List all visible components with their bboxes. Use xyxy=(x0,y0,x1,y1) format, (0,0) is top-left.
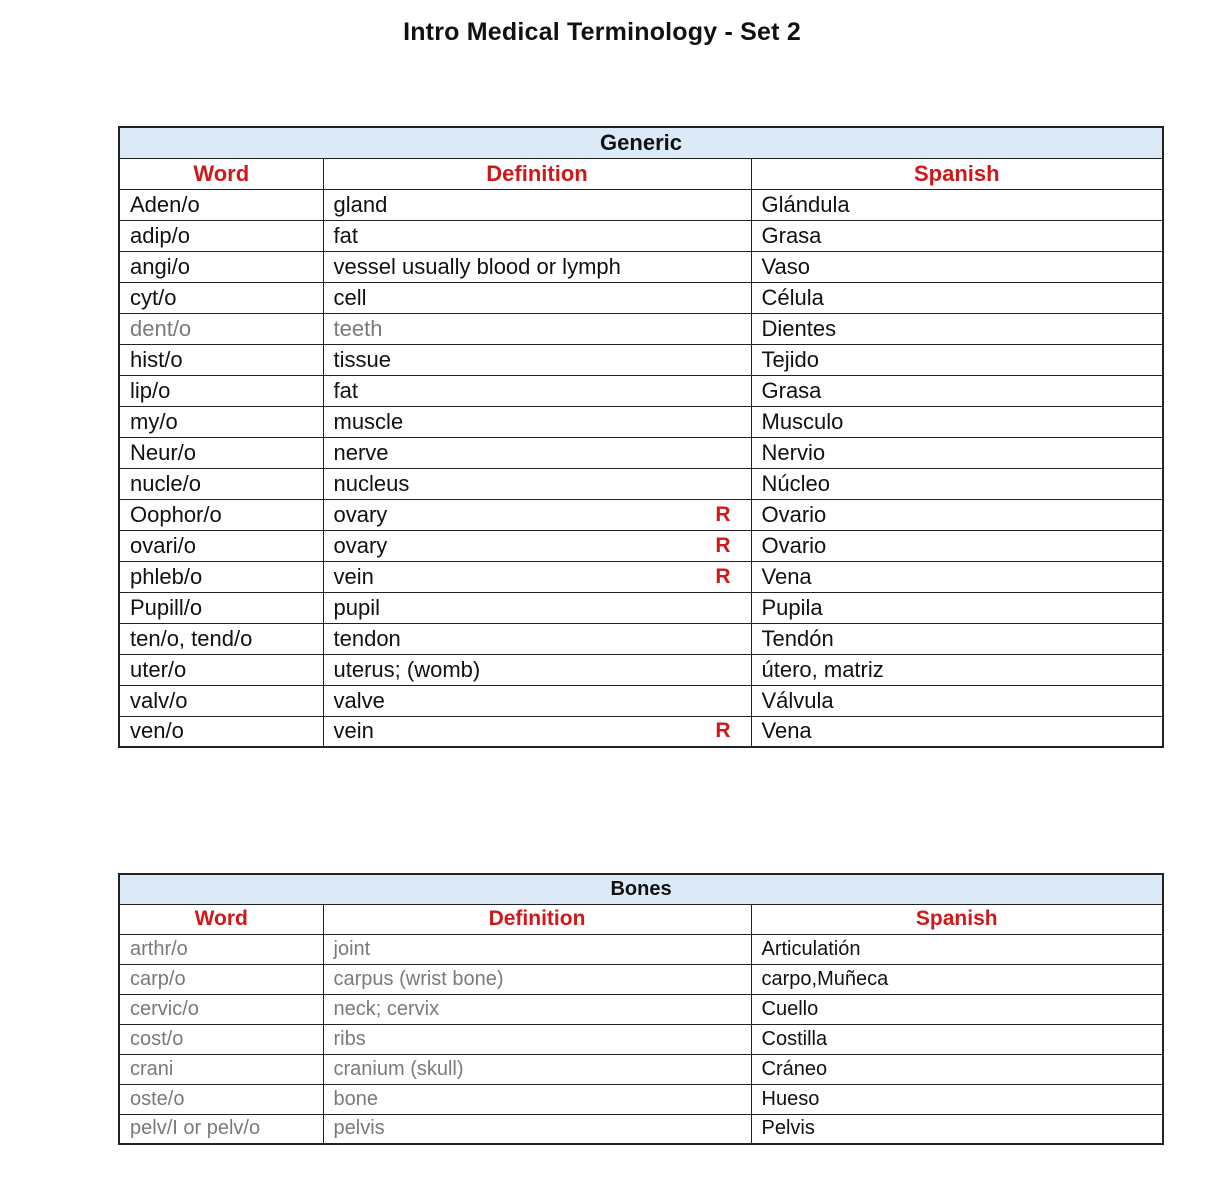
term-spanish: Hueso xyxy=(751,1084,1163,1114)
term-definition-cell xyxy=(323,220,751,251)
term-spanish: Núcleo xyxy=(751,468,1163,499)
term-spanish: Ovario xyxy=(751,499,1163,530)
definition-column-header: Definition xyxy=(323,904,751,934)
term-word: nucle/o xyxy=(119,468,323,499)
term-spanish: Vena xyxy=(751,561,1163,592)
term-definition-cell xyxy=(323,189,751,220)
term-definition: nucleus xyxy=(333,470,410,496)
table-row xyxy=(119,251,1163,282)
table-row xyxy=(119,375,1163,406)
table-row xyxy=(119,654,1163,685)
term-word: carp/o xyxy=(119,964,323,994)
term-definition: fat xyxy=(333,222,358,248)
term-word: phleb/o xyxy=(119,561,323,592)
term-definition-cell xyxy=(323,685,751,716)
term-definition: vessel usually blood or lymph xyxy=(333,253,621,279)
table-row xyxy=(119,344,1163,375)
table-row xyxy=(119,1024,1163,1054)
spanish-column-header: Spanish xyxy=(751,904,1163,934)
term-definition-cell xyxy=(323,934,751,964)
r-marker: R xyxy=(715,564,731,588)
r-marker: R xyxy=(715,719,731,743)
term-spanish: Tejido xyxy=(751,344,1163,375)
term-definition-cell xyxy=(323,654,751,685)
term-spanish: Vena xyxy=(751,716,1163,747)
term-word: Aden/o xyxy=(119,189,323,220)
term-definition: pelvis xyxy=(333,1117,385,1140)
word-column-header: Word xyxy=(119,158,323,189)
table-row xyxy=(119,934,1163,964)
table-row xyxy=(119,1054,1163,1084)
term-definition-cell xyxy=(323,468,751,499)
term-spanish: Dientes xyxy=(751,313,1163,344)
term-definition: ovary xyxy=(333,532,388,558)
term-definition-cell xyxy=(323,437,751,468)
term-spanish: Tendón xyxy=(751,623,1163,654)
table-row xyxy=(119,685,1163,716)
term-definition: pupil xyxy=(333,594,380,620)
term-definition: neck; cervix xyxy=(333,997,440,1020)
table-row xyxy=(119,716,1163,747)
term-word: uter/o xyxy=(119,654,323,685)
term-word: lip/o xyxy=(119,375,323,406)
term-word: hist/o xyxy=(119,344,323,375)
table-row xyxy=(119,592,1163,623)
term-spanish: Vaso xyxy=(751,251,1163,282)
term-word: Pupill/o xyxy=(119,592,323,623)
term-spanish: carpo,Muñeca xyxy=(751,964,1163,994)
term-spanish: Articulatión xyxy=(751,934,1163,964)
term-spanish: Musculo xyxy=(751,406,1163,437)
term-word: ten/o, tend/o xyxy=(119,623,323,654)
table-row xyxy=(119,406,1163,437)
term-definition: uterus; (womb) xyxy=(333,656,481,682)
term-definition-cell xyxy=(323,994,751,1024)
page-title: Intro Medical Terminology - Set 2 xyxy=(403,18,801,46)
term-word: valv/o xyxy=(119,685,323,716)
term-spanish: Válvula xyxy=(751,685,1163,716)
term-definition-cell xyxy=(323,406,751,437)
term-definition-cell xyxy=(323,561,751,592)
term-word: ven/o xyxy=(119,716,323,747)
term-word: crani xyxy=(119,1054,323,1084)
term-spanish: Cuello xyxy=(751,994,1163,1024)
table-row xyxy=(119,220,1163,251)
table-row xyxy=(119,623,1163,654)
term-spanish: Pupila xyxy=(751,592,1163,623)
table-row xyxy=(119,499,1163,530)
table-row xyxy=(119,437,1163,468)
term-word: pelv/I or pelv/o xyxy=(119,1114,323,1144)
term-word: dent/o xyxy=(119,313,323,344)
term-definition: joint xyxy=(333,937,371,960)
term-spanish: Ovario xyxy=(751,530,1163,561)
term-definition: gland xyxy=(333,191,388,217)
term-definition: bone xyxy=(333,1087,378,1110)
term-spanish: Grasa xyxy=(751,375,1163,406)
generic-terms-table xyxy=(118,126,1164,748)
term-spanish: Cráneo xyxy=(751,1054,1163,1084)
term-word: cyt/o xyxy=(119,282,323,313)
table-row xyxy=(119,189,1163,220)
term-definition-cell xyxy=(323,964,751,994)
term-definition: carpus (wrist bone) xyxy=(333,967,504,990)
term-word: cervic/o xyxy=(119,994,323,1024)
term-spanish: útero, matriz xyxy=(751,654,1163,685)
table-row xyxy=(119,282,1163,313)
table-row xyxy=(119,994,1163,1024)
table-row xyxy=(119,1114,1163,1144)
term-definition-cell xyxy=(323,623,751,654)
term-definition: tissue xyxy=(333,346,391,372)
term-definition-cell xyxy=(323,375,751,406)
term-spanish: Pelvis xyxy=(751,1114,1163,1144)
term-word: angi/o xyxy=(119,251,323,282)
term-definition: ovary xyxy=(333,501,388,527)
term-word: Neur/o xyxy=(119,437,323,468)
term-word: oste/o xyxy=(119,1084,323,1114)
term-spanish: Costilla xyxy=(751,1024,1163,1054)
r-marker: R xyxy=(715,533,731,557)
table-row xyxy=(119,1084,1163,1114)
generic-table-caption: Generic xyxy=(119,127,1163,158)
bones-terms-table xyxy=(118,873,1164,1145)
table-row xyxy=(119,964,1163,994)
term-word: adip/o xyxy=(119,220,323,251)
term-definition: cranium (skull) xyxy=(333,1057,464,1080)
term-definition: nerve xyxy=(333,439,389,465)
term-definition: ribs xyxy=(333,1027,366,1050)
term-definition: cell xyxy=(333,284,367,310)
term-definition: tendon xyxy=(333,625,401,651)
term-definition: vein xyxy=(333,718,374,744)
term-spanish: Nervio xyxy=(751,437,1163,468)
term-definition-cell xyxy=(323,344,751,375)
term-word: my/o xyxy=(119,406,323,437)
term-definition-cell xyxy=(323,251,751,282)
table-row xyxy=(119,468,1163,499)
term-definition-cell xyxy=(323,1084,751,1114)
table-row xyxy=(119,313,1163,344)
term-spanish: Glándula xyxy=(751,189,1163,220)
term-word: cost/o xyxy=(119,1024,323,1054)
term-spanish: Grasa xyxy=(751,220,1163,251)
term-definition-cell xyxy=(323,716,751,747)
bones-table-caption: Bones xyxy=(119,874,1163,904)
term-definition: fat xyxy=(333,377,358,403)
term-definition: vein xyxy=(333,563,374,589)
term-definition: muscle xyxy=(333,408,404,434)
term-word: ovari/o xyxy=(119,530,323,561)
term-word: arthr/o xyxy=(119,934,323,964)
r-marker: R xyxy=(715,502,731,526)
term-definition-cell xyxy=(323,592,751,623)
word-column-header: Word xyxy=(119,904,323,934)
definition-column-header: Definition xyxy=(323,158,751,189)
table-row xyxy=(119,561,1163,592)
term-definition-cell xyxy=(323,313,751,344)
table-row xyxy=(119,530,1163,561)
term-definition-cell xyxy=(323,1114,751,1144)
term-word: Oophor/o xyxy=(119,499,323,530)
term-definition: teeth xyxy=(333,315,383,341)
term-definition-cell xyxy=(323,499,751,530)
term-definition-cell xyxy=(323,282,751,313)
term-definition: valve xyxy=(333,687,385,713)
term-definition-cell xyxy=(323,530,751,561)
spanish-column-header: Spanish xyxy=(751,158,1163,189)
term-definition-cell xyxy=(323,1054,751,1084)
term-spanish: Célula xyxy=(751,282,1163,313)
term-definition-cell xyxy=(323,1024,751,1054)
